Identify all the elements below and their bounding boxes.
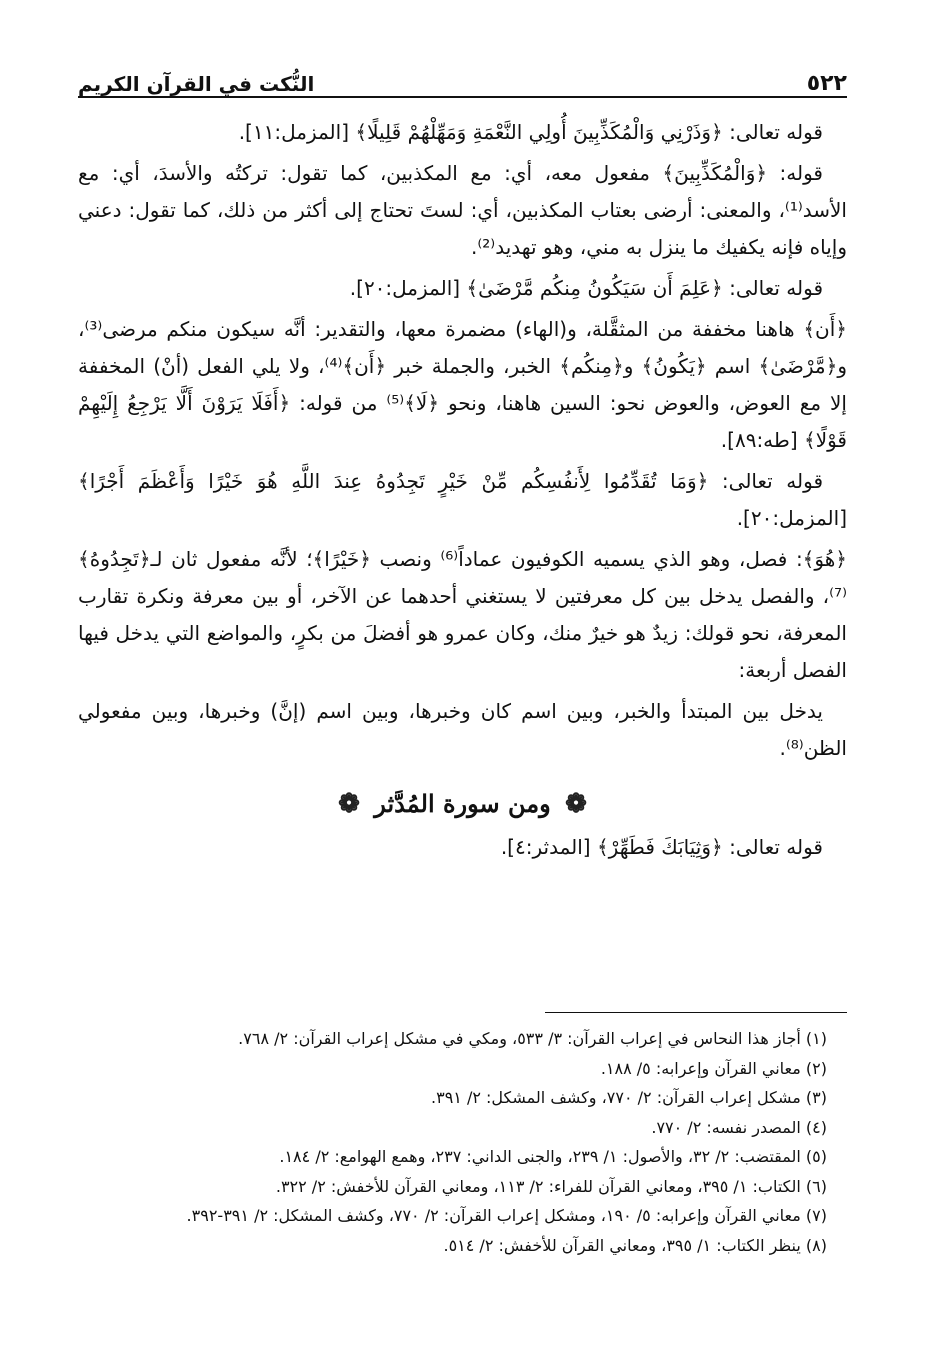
paragraph: قوله تعالى: ﴿وَذَرْنِي وَالْمُكَذِّبِينَ أُولِي النَّعْمَةِ وَمَهِّلْهُمْ قَلِيلًا﴾ [المزمل:١١]. — [238, 120, 823, 144]
header-rule — [78, 96, 847, 98]
surah-heading-text: ومن سورة المُدَّثر — [374, 789, 551, 818]
footnote: (١) أجاز هذا النحاس في إعراب القرآن: ٣/ ٥٣٣، ومكي في مشكل إعراب القرآن: ٢/ ٧٦٨. — [238, 1029, 827, 1048]
ornament-right-icon: ❁ — [565, 789, 587, 819]
paragraph: يدخل بين المبتدأ والخبر، وبين اسم كان وخبرها، وبين اسم (إنَّ) وخبرها، وبين مفعولي الظن⁽⁸⁾. — [78, 699, 847, 760]
paragraph: ﴿هُوَ﴾: فصل، وهو الذي يسميه الكوفيون عماداً⁽⁶⁾ ونصب ﴿خَيْرًا﴾؛ لأنَّه مفعول ثان لـ﴿تَجِدُوهُ﴾ ⁽⁷⁾، والفصل يدخل بين كل معرفتين لا يستغني أحدهما عن الآخر، أو بين معرفة ونكرة تقارب المعرفة، نحو قولك: زيدٌ هو خيرٌ منك، وكان عمرو هو أفضلَ من بكرٍ، والمواضع التي يدخل فيها الفصل أربعة: — [78, 547, 847, 682]
footnotes — [78, 1024, 847, 1260]
footnote-separator — [545, 1012, 847, 1013]
paragraph: قوله تعالى: ﴿وَمَا تُقَدِّمُوا لِأَنفُسِكُم مِّنْ خَيْرٍ تَجِدُوهُ عِندَ اللَّهِ هُوَ خَيْرًا وَأَعْظَمَ أَجْرًا﴾ [المزمل:٢٠]. — [78, 469, 847, 530]
footnote: (٨) ينظر الكتاب: ١/ ٣٩٥، ومعاني القرآن للأخفش: ٢/ ٥١٤. — [443, 1235, 827, 1255]
footnote: (٧) معاني القرآن وإعرابه: ٥/ ١٩٠، ومشكل إعراب القرآن: ٢/ ٧٧٠، وكشف المشكل: ٢/ ٣٩١-٣٩٢. — [186, 1206, 827, 1225]
footnote: (٣) مشكل إعراب القرآن: ٢/ ٧٧٠، وكشف المشكل: ٢/ ٣٩١. — [431, 1088, 827, 1107]
footnote: (٥) المقتضب: ٢/ ٣٢، والأصول: ١/ ٢٣٩، والجنى الداني: ٢٣٧، وهمع الهوامع: ٢/ ١٨٤. — [279, 1147, 827, 1166]
running-title: النُّكت في القرآن الكريم — [78, 72, 315, 96]
paragraph: قوله تعالى: ﴿عَلِمَ أَن سَيَكُونُ مِنكُم مَّرْضَىٰ﴾ [المزمل:٢٠]. — [349, 276, 823, 300]
paragraph: قوله: ﴿وَالْمُكَذِّبِينَ﴾ مفعول معه، أي: مع المكذبين، كما تقول: تركتُه والأسدَ، أي: مع الأسد⁽¹⁾، والمعنى: أرضى بعتاب المكذبين، أي: لستَ تحتاج إلى أكثر من ذلك، كما تقول: دعني وإياه فإنه يكفيك ما ينزل به مني، وهو تهديد⁽²⁾. — [78, 161, 847, 259]
document-page — [78, 50, 847, 1314]
page-header — [78, 56, 847, 96]
footnote: (٢) معاني القرآن وإعرابه: ٥/ ١٨٨. — [600, 1058, 827, 1078]
main-text — [78, 114, 847, 870]
paragraph: ﴿أَن﴾ هاهنا مخففة من المثقَّلة، و(الهاء) مضمرة معها، والتقدير: أنَّه سيكون منكم مرضى⁽³⁾، و﴿مَّرْضَىٰ﴾ اسم ﴿يَكُونُ﴾ و﴿مِنكُم﴾ الخبر، والجملة خبر ﴿أَن﴾⁽⁴⁾، ولا يلي الفعل (أنْ) المخففة إلا مع العوض، والعوض نحو: السين هاهنا، ونحو ﴿لَا﴾⁽⁵⁾ من قوله: ﴿أَفَلَا يَرَوْنَ أَلَّا يَرْجِعُ إِلَيْهِمْ قَوْلًا﴾ [طه:٨٩]. — [78, 317, 847, 452]
paragraph: قوله تعالى: ﴿وَثِيَابَكَ فَطَهِّرْ﴾ [المدثر:٤]. — [500, 835, 823, 859]
ornament-left-icon: ❁ — [338, 789, 360, 819]
page-number: ٥٢٢ — [806, 71, 847, 96]
footnote: (٤) المصدر نفسه: ٢/ ٧٧٠. — [651, 1117, 827, 1137]
surah-heading — [78, 789, 847, 819]
footnote: (٦) الكتاب: ١/ ٣٩٥، ومعاني القرآن للفراء: ٢/ ١١٣، ومعاني القرآن للأخفش: ٢/ ٣٢٢. — [275, 1176, 827, 1196]
